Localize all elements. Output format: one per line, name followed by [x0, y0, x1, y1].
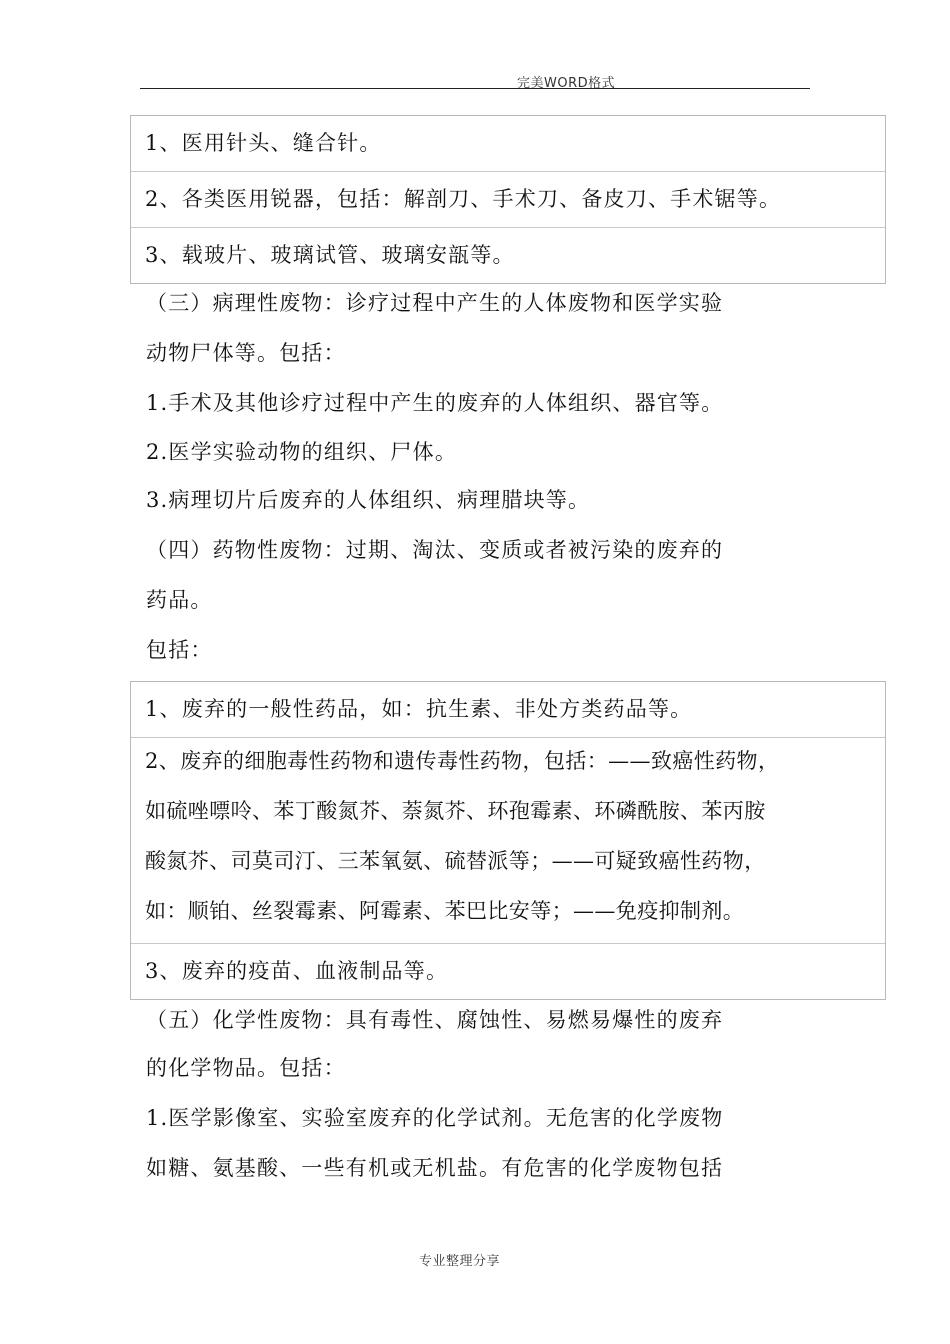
section5-heading-line2: 的化学物品。包括：: [146, 1056, 346, 1080]
section5-item1-line1: 1.医学影像室、实验室废弃的化学试剂。无危害的化学废物: [146, 1106, 724, 1130]
section5-item1-line2: 如糖、氨基酸、一些有机或无机盐。有危害的化学废物包括: [146, 1156, 724, 1180]
section5-heading-line1: （五）化学性废物：具有毒性、腐蚀性、易燃易爆性的废弃: [146, 1008, 724, 1032]
table-cell-line: 2、废弃的细胞毒性药物和遗传毒性药物，包括：——致癌性药物，: [145, 749, 780, 773]
table-cell: 1、医用针头、缝合针。: [145, 131, 382, 155]
section4-heading-line3: 包括：: [146, 638, 213, 662]
table-row: [131, 228, 885, 283]
section3-item-1: 1.手术及其他诊疗过程中产生的废弃的人体组织、器官等。: [146, 391, 724, 415]
table-cell-line: 如：顺铂、丝裂霉素、阿霉素、苯巴比安等；——免疫抑制剂。: [145, 899, 745, 923]
section4-heading-line1: （四）药物性废物：过期、淘汰、变质或者被污染的废弃的: [146, 538, 724, 562]
table-cell-line: 如硫唑嘌呤、苯丁酸氮芥、萘氮芥、环孢霉素、环磷酰胺、苯丙胺: [145, 799, 766, 823]
section3-heading-line1: （三）病理性废物：诊疗过程中产生的人体废物和医学实验: [146, 291, 724, 315]
pharmaceutical-table: [130, 681, 886, 1000]
page-header-title: 完美WORD格式: [517, 76, 616, 91]
table-cell-line: 酸氮芥、司莫司汀、三苯氧氨、硫替派等；——可疑致癌性药物，: [145, 849, 766, 873]
table-cell: 1、废弃的一般性药品，如：抗生素、非处方类药品等。: [145, 697, 693, 721]
sharps-table: [130, 115, 886, 284]
table-row: [131, 116, 885, 172]
section3-item-3: 3.病理切片后废弃的人体组织、病理腊块等。: [146, 488, 591, 512]
table-cell: 3、废弃的疫苗、血液制品等。: [145, 959, 449, 983]
page-footer: 专业整理分享: [419, 1254, 501, 1269]
section4-heading-line2: 药品。: [146, 588, 213, 612]
header-divider: [140, 88, 810, 89]
table-cell: 3、载玻片、玻璃试管、玻璃安瓿等。: [145, 243, 515, 267]
table-row: [131, 682, 885, 738]
table-row: [131, 172, 885, 228]
table-cell-multiline: [145, 736, 885, 936]
table-cell: 2、各类医用锐器，包括：解剖刀、手术刀、备皮刀、手术锯等。: [145, 187, 782, 211]
section3-heading-line2: 动物尸体等。包括：: [146, 341, 346, 365]
section3-item-2: 2.医学实验动物的组织、尸体。: [146, 440, 458, 464]
table-row: [131, 738, 885, 944]
table-row: [131, 944, 885, 999]
